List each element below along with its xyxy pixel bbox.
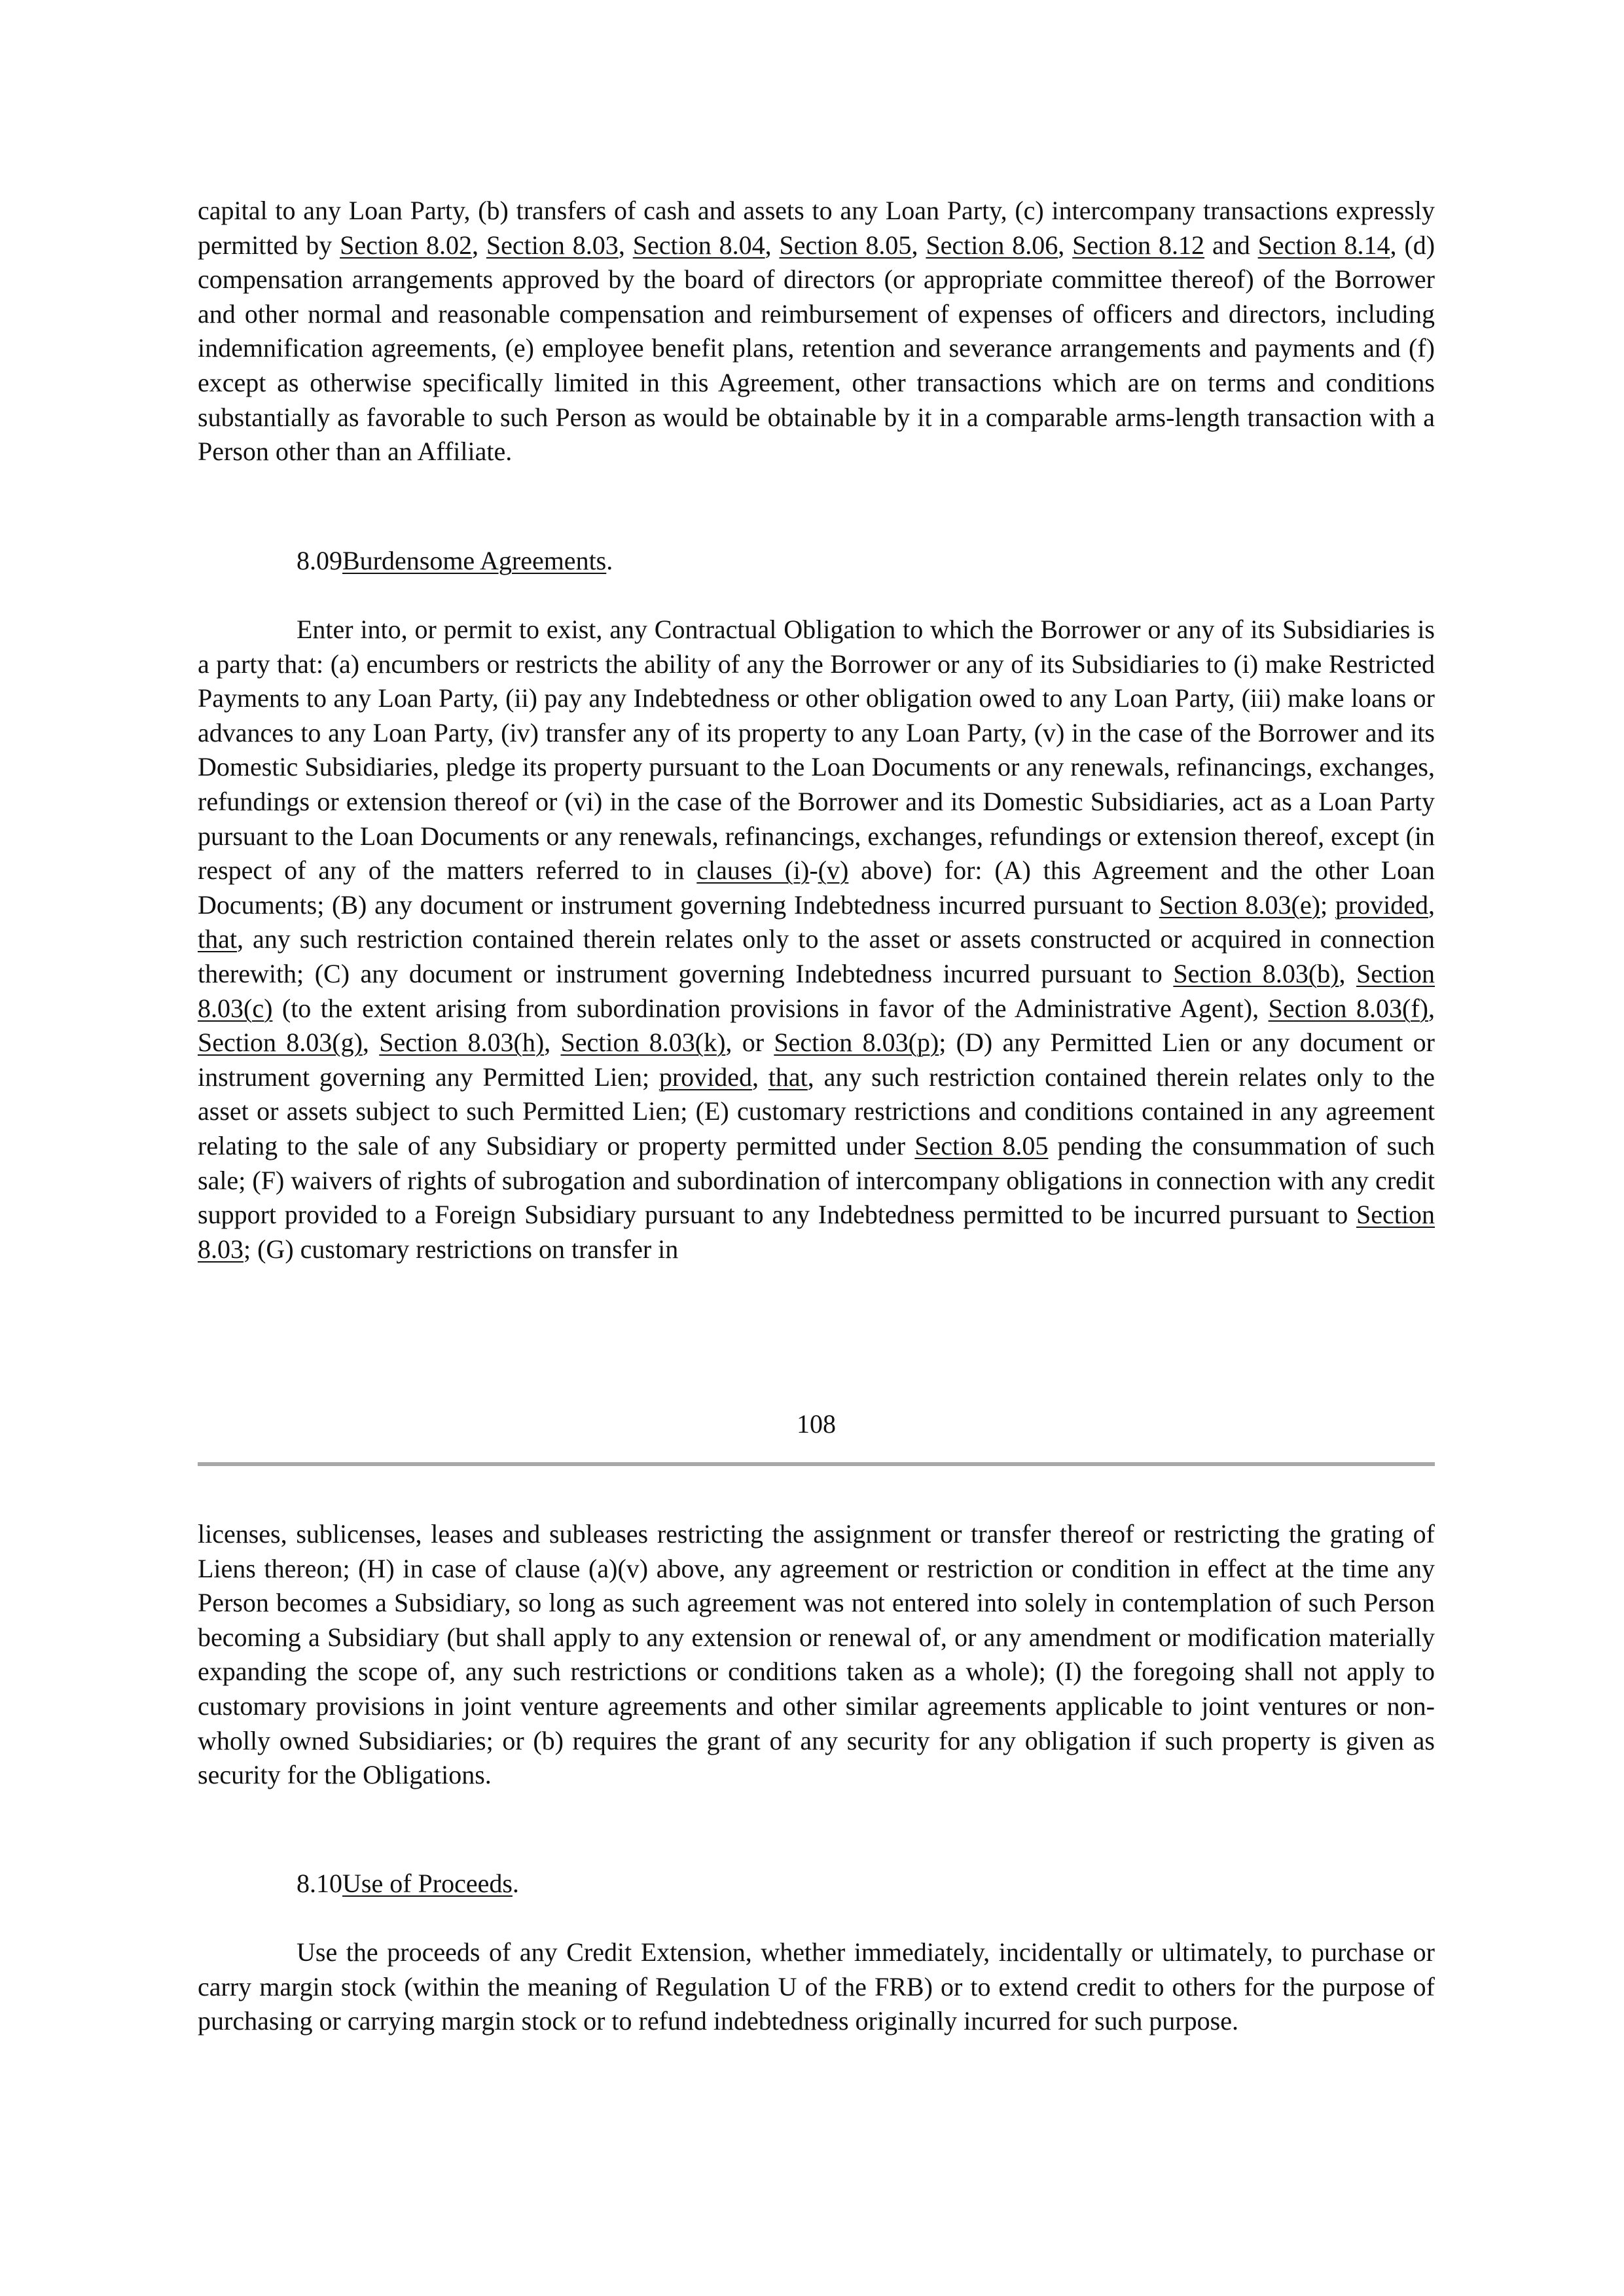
continuation-paragraph: licenses, sublicenses, leases and subleases restricting the assignment or transfer thereof or restricting the grating of Liens thereon; (H) in case of clause (a)(v) above, any agreement or restriction or condition in effect at the time any Person becomes a Subsidiary, so long as such agreement was not entered into solely in contemplation of such Person becoming a Subsidiary (but shall apply to any extension or renewal of, or any amendment or modification materially expanding the scope of, any such restrictions or conditions taken as a whole); (I) the foregoing shall not apply to customary provisions in joint venture agreements and other similar agreements applicable to joint ventures or non-wholly owned Subsidiaries; or (b) requires the grant of any security for any obligation if such property is given as security for the Obligations.: [198, 1519, 1435, 1790]
text-run: ,: [1428, 993, 1435, 1023]
section-reference: Section 8.05: [779, 230, 912, 260]
text-run: ,: [1339, 958, 1357, 988]
section-title: Burdensome Agreements: [342, 546, 607, 575]
text-run: pending the consummation of such sale; (F) waivers of rights of subrogation and subordination of intercompany obligations in connection with any credit support provided to a Foreign Subsidiary pursuant to any Indebtedness permitted to be incurred pursuant to: [198, 1130, 1435, 1230]
section-reference: Section 8.03(k): [560, 1028, 726, 1058]
defined-term: provided: [1335, 889, 1428, 920]
section-reference: Section 8.03(f): [1268, 993, 1428, 1023]
text-run: ,: [765, 230, 780, 260]
section-heading-8-09: [198, 544, 1435, 579]
text-run: , (d) compensation arrangements approved by the board of directors (or appropriate committee thereof) of the Borrower and other normal and reasonable compensation and reimbursement of expenses of officers and directors, including indemnification agreements, (e) employee benefit plans, retention and severance arrangements and payments and (f) except as otherwise specifically limited in this Agreement, other transactions which are on terms and conditions substantially as favorable to such Person as would be obtainable by it in a comparable arms-length transaction with a Person other than an Affiliate.: [198, 230, 1435, 467]
burdensome-agreements-paragraph: [198, 613, 1435, 1266]
text-run: capital to any Loan Party, (b) transfers of cash and assets to any Loan Party, (c) intercompany transactions expressly permitted by: [198, 196, 1435, 260]
section-reference: Section 8.03(h): [379, 1028, 545, 1058]
page-number: 108: [797, 1409, 836, 1439]
section-number: 8.10: [297, 1869, 342, 1898]
section-reference: Section 8.14: [1257, 230, 1390, 260]
text-run: .: [606, 546, 613, 575]
text-run: above) for: (A) this Agreement and the other Loan Documents; (B) any document or instrument governing Indebtedness incurred pursuant to: [198, 855, 1435, 920]
defined-term: that: [768, 1062, 808, 1092]
text-run: and: [1204, 230, 1258, 260]
section-number: 8.09: [297, 546, 342, 575]
section-title: Use of Proceeds: [342, 1869, 513, 1898]
section-reference: Section 8.04: [632, 230, 765, 260]
text-run: -: [809, 855, 818, 886]
text-run: , any such restriction contained therein relates only to the asset or assets constructed or acquired in connection therewith; (C) any document or instrument governing Indebtedness incurred pursuant to: [198, 924, 1435, 988]
text-run: ,: [618, 230, 633, 260]
page-break-divider: [198, 1462, 1435, 1466]
text-run: (to the extent arising from subordination provisions in favor of the Administrative Agent),: [272, 993, 1269, 1023]
text-run: .: [512, 1869, 519, 1898]
text-run: , any such restriction contained therein relates only to the asset or assets subject to such Permitted Lien; (E) customary restrictions and conditions contained in any agreement relating to the sale of any Subsidiary or property permitted under: [198, 1062, 1435, 1160]
text-run: ;: [1320, 889, 1335, 920]
text-run: ,: [1058, 230, 1073, 260]
defined-term: that: [198, 924, 237, 954]
text-run: ; (G) customary restrictions on transfer in: [244, 1234, 679, 1264]
text-run: ,: [1428, 889, 1435, 920]
affiliate-transactions-paragraph: [198, 194, 1435, 469]
section-reference: Section 8.05: [914, 1130, 1049, 1160]
text-run: ,: [544, 1028, 561, 1058]
text-run: Enter into, or permit to exist, any Contractual Obligation to which the Borrower or any of its Subsidiaries is a party that: (a) encumbers or restricts the ability of any the Borrower or any of its Subsidiaries to (i) make Restricted Payments to any Loan Party, (ii) pay any Indebtedness or other obligation owed to any Loan Party, (iii) make loans or advances to any Loan Party, (iv) transfer any of its property to any Loan Party, (v) in the case of the Borrower and its Domestic Subsidiaries, pledge its property pursuant to the Loan Documents or any renewals, refinancings, exchanges, refundings or extension thereof or (vi) in the case of the Borrower and its Domestic Subsidiaries, act as a Loan Party pursuant to the Loan Documents or any renewals, refinancings, exchanges, refundings or extension thereof, except (in respect of any of the matters referred to in: [198, 615, 1435, 886]
section-reference: Section 8.03(p): [774, 1028, 939, 1058]
clause-reference: (v): [818, 855, 849, 886]
section-reference: Section 8.03(b): [1173, 958, 1339, 988]
text-run: ,: [362, 1028, 380, 1058]
text-run: , or: [725, 1028, 774, 1058]
section-reference: Section 8.06: [926, 230, 1058, 260]
section-reference: Section 8.03: [198, 1200, 1435, 1264]
section-reference: Section 8.03: [486, 230, 619, 260]
defined-term: provided: [659, 1062, 753, 1092]
text-run: ,: [472, 230, 486, 260]
section-reference: Section 8.03(c): [198, 958, 1435, 1023]
text-run: ; (D) any Permitted Lien or any document or instrument governing any Permitted Lien;: [198, 1028, 1435, 1092]
section-reference: Section 8.12: [1072, 230, 1205, 260]
clause-reference: clauses (i): [696, 855, 810, 886]
text-run: ,: [752, 1062, 768, 1092]
section-reference: Section 8.03(g): [198, 1028, 363, 1058]
text-run: ,: [911, 230, 926, 260]
use-of-proceeds-paragraph: Use the proceeds of any Credit Extension, whether immediately, incidentally or ultimately, to purchase or carry margin stock (within the meaning of Regulation U of the FRB) or to extend credit to others for the purpose of purchasing or carrying margin stock or to refund indebtedness originally incurred for such purpose.: [198, 1937, 1435, 2036]
section-reference: Section 8.03(e): [1159, 889, 1320, 920]
section-heading-8-10: [198, 1867, 1435, 1901]
section-reference: Section 8.02: [340, 230, 472, 260]
